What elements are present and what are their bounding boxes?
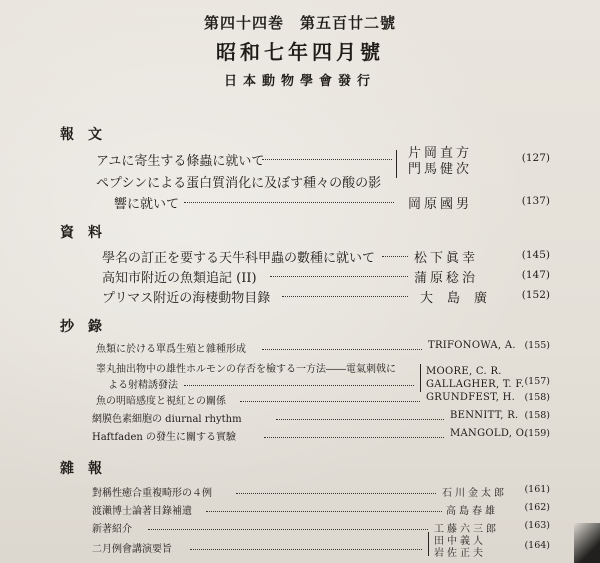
leader-dots: [264, 437, 444, 438]
entry-page: (159): [524, 428, 550, 439]
entry-title-line1: 睾丸抽出物中の雄性ホルモンの存否を檢する一方法――電氣刺戟に: [96, 364, 396, 375]
entry-author: 蒲原稔治: [414, 271, 479, 286]
entry-page: (147): [521, 269, 550, 281]
leader-dots: [206, 511, 442, 512]
entry-author: 大島廣: [420, 291, 502, 306]
material-entry[interactable]: [0, 267, 600, 285]
leader-dots: [282, 296, 408, 297]
issue-date: 昭和七年四月號: [216, 40, 384, 64]
entry-title-line2: 響に就いて: [114, 197, 180, 212]
leader-dots: [270, 276, 408, 277]
entry-title: 渡瀨博士論著目錄補遺: [92, 506, 192, 517]
entry-author: 片岡直方: [408, 146, 473, 161]
entry-page: (127): [521, 152, 550, 164]
entry-page: (158): [524, 410, 550, 421]
volume-issue: 第四十四巻 第五百廿二號: [203, 14, 396, 32]
entry-page: (164): [524, 540, 550, 551]
material-entry[interactable]: [0, 247, 600, 265]
entry-page: (145): [521, 249, 550, 261]
entry-title: 高知市附近の魚類追記 (II): [102, 271, 257, 286]
page-shadow-corner: [574, 523, 600, 563]
leader-dots: [184, 202, 394, 203]
author-bracket: [420, 364, 421, 392]
leader-dots: [240, 401, 420, 402]
leader-dots: [382, 256, 408, 257]
entry-title: 新著紹介: [92, 524, 132, 535]
leader-dots: [184, 385, 414, 386]
abstract-entry[interactable]: [0, 392, 600, 410]
misc-entry[interactable]: [0, 536, 600, 559]
entry-title: 二月例會講演要旨: [92, 544, 172, 555]
entry-page: (152): [521, 289, 550, 301]
entry-author: 田中義人: [434, 536, 486, 547]
report-entry-cont[interactable]: [0, 193, 600, 211]
entry-author: MOORE, C. R.: [426, 366, 502, 377]
entry-title: 網膜色素細胞の diurnal rhythm: [92, 414, 242, 425]
entry-author: 高島春雄: [446, 506, 498, 517]
report-entry[interactable]: [0, 146, 600, 177]
entry-page: (155): [524, 340, 550, 351]
entry-author: GRUNDFEST, H.: [426, 392, 516, 403]
entry-title-line1: ペプシンによる蛋白質消化に及ぼす種々の酸の影: [96, 176, 382, 191]
section-materials: 資料: [60, 225, 116, 241]
material-entry[interactable]: [0, 287, 600, 305]
publisher: 日本動物學會發行: [223, 74, 376, 89]
entry-page: (162): [524, 502, 550, 513]
entry-title: 魚類に於ける單爲生殖と雜種形成: [96, 344, 246, 355]
entry-title: アユに寄生する條蟲に就いて: [96, 154, 265, 169]
entry-title: 魚の明暗感度と視紅との關係: [96, 396, 226, 407]
section-abstracts: 抄錄: [60, 319, 116, 335]
entry-page: (157): [524, 376, 550, 387]
section-misc: 雜報: [60, 461, 116, 477]
misc-entry[interactable]: [0, 502, 600, 520]
entry-page: (163): [524, 520, 550, 531]
entry-page: (137): [521, 195, 550, 207]
leader-dots: [190, 549, 422, 550]
entry-title-line2: よる射精誘發法: [108, 380, 178, 391]
entry-author: GALLAGHER, T. F.: [426, 379, 525, 390]
misc-entry[interactable]: [0, 520, 600, 538]
abstract-entry[interactable]: [0, 410, 600, 428]
entry-page: (161): [524, 484, 550, 495]
entry-author: BENNITT, R.: [450, 410, 519, 421]
entry-title: 對稱性癒合重複畸形の４例: [92, 488, 212, 499]
leader-dots: [236, 493, 436, 494]
entry-author: 岩佐正夫: [434, 548, 486, 559]
leader-dots: [276, 419, 444, 420]
author-bracket: [428, 532, 429, 556]
section-reports: 報文: [60, 127, 116, 143]
entry-author: 松下眞幸: [414, 251, 479, 266]
entry-author: 門馬健次: [408, 162, 473, 177]
entry-title: Haftfaden の發生に關する實驗: [92, 432, 237, 443]
entry-author: MANGOLD, O.: [450, 428, 528, 439]
abstract-entry[interactable]: [0, 340, 600, 358]
leader-dots: [148, 529, 428, 530]
entry-page: (158): [524, 392, 550, 403]
entry-author: 工藤六三郎: [434, 524, 499, 535]
entry-author: 岡原國男: [408, 197, 473, 212]
report-entry[interactable]: [0, 172, 600, 190]
entry-title: 學名の訂正を要する天牛科甲蟲の數種に就いて: [102, 251, 376, 266]
entry-author: TRIFONOWA, A.: [428, 340, 516, 351]
leader-dots: [262, 349, 422, 350]
misc-entry[interactable]: [0, 484, 600, 502]
leader-dots: [262, 159, 392, 160]
abstract-entry[interactable]: [0, 428, 600, 446]
entry-title: プリマス附近の海棲動物目錄: [102, 291, 271, 306]
entry-author: 石川金太郎: [442, 488, 507, 499]
